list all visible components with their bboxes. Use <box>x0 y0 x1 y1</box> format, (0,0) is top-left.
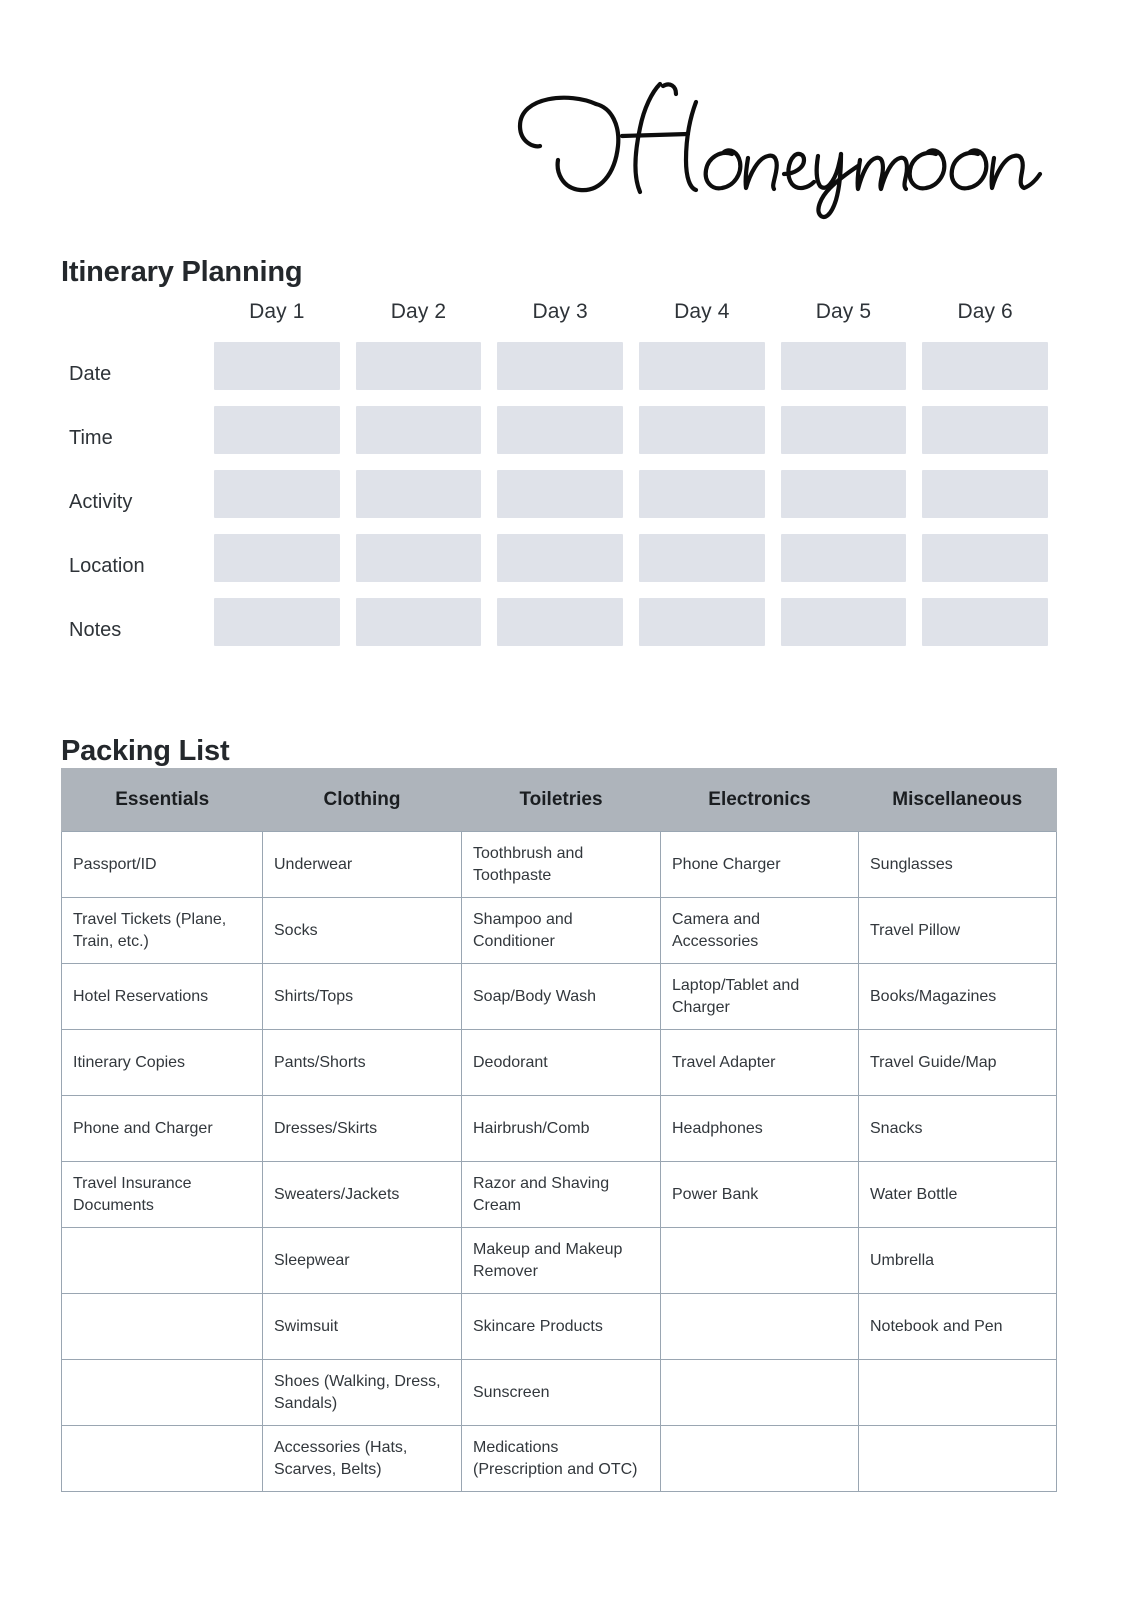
itinerary-input-box[interactable] <box>356 342 482 390</box>
itinerary-row-label: Date <box>69 362 112 385</box>
itinerary-field-cell[interactable] <box>631 406 773 470</box>
table-row <box>62 1426 1057 1492</box>
packing-list-table <box>61 768 1057 1492</box>
packing-item-cell[interactable] <box>62 1228 263 1294</box>
itinerary-field-cell[interactable] <box>914 342 1056 406</box>
itinerary-field-cell[interactable] <box>914 598 1056 662</box>
itinerary-planning-section <box>61 300 1056 662</box>
packing-item-cell[interactable]: Toothbrush and Toothpaste <box>462 832 661 898</box>
itinerary-field-cell[interactable] <box>914 534 1056 598</box>
itinerary-field-cell[interactable] <box>348 534 490 598</box>
packing-item-cell[interactable]: Power Bank <box>661 1162 859 1228</box>
packing-item-cell[interactable]: Itinerary Copies <box>62 1030 263 1096</box>
itinerary-field-cell[interactable] <box>773 406 915 470</box>
packing-item-cell[interactable]: Shampoo and Conditioner <box>462 898 661 964</box>
itinerary-planning-heading: Itinerary Planning <box>61 256 303 289</box>
packing-item-cell[interactable] <box>661 1426 859 1492</box>
packing-column-header-miscellaneous: Miscellaneous <box>859 768 1057 832</box>
itinerary-header-row <box>61 300 1056 342</box>
itinerary-row <box>61 534 1056 598</box>
itinerary-field-cell[interactable] <box>631 470 773 534</box>
itinerary-input-box[interactable] <box>497 598 623 646</box>
itinerary-input-box[interactable] <box>356 598 482 646</box>
itinerary-field-cell[interactable] <box>631 598 773 662</box>
packing-item-cell[interactable]: Deodorant <box>462 1030 661 1096</box>
packing-item-cell[interactable] <box>62 1360 263 1426</box>
packing-column-header-electronics: Electronics <box>661 768 859 832</box>
itinerary-input-box[interactable] <box>781 342 907 390</box>
itinerary-input-box[interactable] <box>922 534 1048 582</box>
packing-item-cell[interactable]: Razor and Shaving Cream <box>462 1162 661 1228</box>
itinerary-day-header: Day 6 <box>957 300 1013 323</box>
packing-item-cell[interactable]: Dresses/Skirts <box>263 1096 462 1162</box>
itinerary-field-cell[interactable] <box>914 406 1056 470</box>
itinerary-corner-cell <box>61 300 206 342</box>
itinerary-input-box[interactable] <box>639 342 765 390</box>
itinerary-input-box[interactable] <box>639 598 765 646</box>
itinerary-field-cell[interactable] <box>773 470 915 534</box>
itinerary-input-box[interactable] <box>497 470 623 518</box>
itinerary-row-label: Time <box>69 426 113 449</box>
table-row <box>62 1228 1057 1294</box>
packing-item-cell[interactable] <box>62 1294 263 1360</box>
table-row <box>62 1030 1057 1096</box>
packing-item-cell[interactable]: Makeup and Makeup Remover <box>462 1228 661 1294</box>
table-row <box>62 832 1057 898</box>
packing-item-cell[interactable]: Camera and Accessories <box>661 898 859 964</box>
packing-item-cell[interactable]: Medications (Prescription and OTC) <box>462 1426 661 1492</box>
packing-item-cell[interactable]: Notebook and Pen <box>859 1294 1057 1360</box>
packing-item-cell[interactable]: Passport/ID <box>62 832 263 898</box>
packing-item-cell[interactable]: Laptop/Tablet and Charger <box>661 964 859 1030</box>
itinerary-field-cell[interactable] <box>206 470 348 534</box>
itinerary-field-cell[interactable] <box>489 406 631 470</box>
itinerary-field-cell[interactable] <box>914 470 1056 534</box>
packing-item-cell[interactable] <box>661 1294 859 1360</box>
itinerary-field-cell[interactable] <box>348 406 490 470</box>
itinerary-field-cell[interactable] <box>773 342 915 406</box>
itinerary-input-box[interactable] <box>356 406 482 454</box>
packing-item-cell[interactable]: Accessories (Hats, Scarves, Belts) <box>263 1426 462 1492</box>
itinerary-field-cell[interactable] <box>348 470 490 534</box>
packing-item-cell[interactable]: Umbrella <box>859 1228 1057 1294</box>
table-row <box>62 898 1057 964</box>
packing-item-cell[interactable]: Phone and Charger <box>62 1096 263 1162</box>
itinerary-field-cell[interactable] <box>773 534 915 598</box>
itinerary-row <box>61 406 1056 470</box>
itinerary-row <box>61 598 1056 662</box>
table-row <box>62 1096 1057 1162</box>
itinerary-input-box[interactable] <box>356 470 482 518</box>
packing-item-cell[interactable]: Sunscreen <box>462 1360 661 1426</box>
itinerary-day-header: Day 4 <box>674 300 730 323</box>
itinerary-row-label: Activity <box>69 490 133 513</box>
packing-item-cell[interactable]: Soap/Body Wash <box>462 964 661 1030</box>
packing-item-cell[interactable]: Travel Tickets (Plane, Train, etc.) <box>62 898 263 964</box>
itinerary-field-cell[interactable] <box>206 342 348 406</box>
packing-item-cell[interactable] <box>859 1360 1057 1426</box>
itinerary-input-box[interactable] <box>922 342 1048 390</box>
itinerary-field-cell[interactable] <box>348 342 490 406</box>
itinerary-field-cell[interactable] <box>348 598 490 662</box>
itinerary-input-box[interactable] <box>639 534 765 582</box>
itinerary-input-box[interactable] <box>214 406 340 454</box>
itinerary-field-cell[interactable] <box>489 342 631 406</box>
itinerary-input-box[interactable] <box>781 534 907 582</box>
table-row <box>62 1360 1057 1426</box>
itinerary-day-header: Day 1 <box>249 300 305 323</box>
itinerary-field-cell[interactable] <box>631 342 773 406</box>
table-row <box>62 964 1057 1030</box>
document-title-script <box>500 74 1060 224</box>
packing-item-cell[interactable]: Socks <box>263 898 462 964</box>
itinerary-input-box[interactable] <box>214 342 340 390</box>
itinerary-input-box[interactable] <box>922 470 1048 518</box>
itinerary-field-cell[interactable] <box>206 406 348 470</box>
itinerary-input-box[interactable] <box>356 534 482 582</box>
itinerary-day-header: Day 3 <box>532 300 588 323</box>
itinerary-input-box[interactable] <box>214 470 340 518</box>
itinerary-row-label: Notes <box>69 618 122 641</box>
packing-item-cell[interactable]: Pants/Shorts <box>263 1030 462 1096</box>
packing-item-cell[interactable] <box>62 1426 263 1492</box>
itinerary-input-box[interactable] <box>781 406 907 454</box>
packing-item-cell[interactable]: Sunglasses <box>859 832 1057 898</box>
packing-item-cell[interactable]: Hairbrush/Comb <box>462 1096 661 1162</box>
itinerary-input-box[interactable] <box>214 534 340 582</box>
table-row <box>62 1294 1057 1360</box>
itinerary-input-box[interactable] <box>922 406 1048 454</box>
packing-item-cell[interactable]: Sleepwear <box>263 1228 462 1294</box>
packing-column-header-toiletries: Toiletries <box>462 768 661 832</box>
packing-list-section <box>61 768 1056 1492</box>
itinerary-input-box[interactable] <box>781 598 907 646</box>
packing-item-cell[interactable]: Travel Guide/Map <box>859 1030 1057 1096</box>
packing-header-row <box>62 768 1057 832</box>
packing-item-cell[interactable]: Water Bottle <box>859 1162 1057 1228</box>
packing-item-cell[interactable] <box>661 1228 859 1294</box>
itinerary-field-cell[interactable] <box>489 470 631 534</box>
itinerary-row <box>61 470 1056 534</box>
packing-item-cell[interactable]: Phone Charger <box>661 832 859 898</box>
packing-column-header-essentials: Essentials <box>62 768 263 832</box>
packing-item-cell[interactable] <box>859 1426 1057 1492</box>
itinerary-field-cell[interactable] <box>489 598 631 662</box>
itinerary-row-label: Location <box>69 554 145 577</box>
packing-item-cell[interactable]: Travel Insurance Documents <box>62 1162 263 1228</box>
packing-item-cell[interactable]: Hotel Reservations <box>62 964 263 1030</box>
packing-column-header-clothing: Clothing <box>263 768 462 832</box>
itinerary-input-box[interactable] <box>497 534 623 582</box>
itinerary-field-cell[interactable] <box>206 598 348 662</box>
packing-item-cell[interactable]: Travel Pillow <box>859 898 1057 964</box>
packing-item-cell[interactable]: Swimsuit <box>263 1294 462 1360</box>
packing-item-cell[interactable]: Underwear <box>263 832 462 898</box>
itinerary-day-header: Day 2 <box>390 300 447 323</box>
packing-item-cell[interactable]: Shoes (Walking, Dress, Sandals) <box>263 1360 462 1426</box>
itinerary-table <box>61 300 1056 662</box>
itinerary-field-cell[interactable] <box>773 598 915 662</box>
packing-item-cell[interactable]: Sweaters/Jackets <box>263 1162 462 1228</box>
itinerary-input-box[interactable] <box>214 598 340 646</box>
itinerary-input-box[interactable] <box>639 470 765 518</box>
itinerary-field-cell[interactable] <box>206 534 348 598</box>
table-row <box>62 1162 1057 1228</box>
packing-item-cell[interactable]: Skincare Products <box>462 1294 661 1360</box>
itinerary-field-cell[interactable] <box>631 534 773 598</box>
itinerary-input-box[interactable] <box>922 598 1048 646</box>
itinerary-input-box[interactable] <box>639 406 765 454</box>
itinerary-day-header: Day 5 <box>815 300 872 323</box>
itinerary-input-box[interactable] <box>497 406 623 454</box>
itinerary-field-cell[interactable] <box>489 534 631 598</box>
packing-list-heading: Packing List <box>61 735 230 768</box>
itinerary-input-box[interactable] <box>497 342 623 390</box>
packing-item-cell[interactable]: Books/Magazines <box>859 964 1057 1030</box>
packing-item-cell[interactable]: Shirts/Tops <box>263 964 462 1030</box>
itinerary-input-box[interactable] <box>781 470 907 518</box>
itinerary-row <box>61 342 1056 406</box>
packing-item-cell[interactable]: Snacks <box>859 1096 1057 1162</box>
packing-table-body <box>62 832 1057 1492</box>
packing-item-cell[interactable]: Headphones <box>661 1096 859 1162</box>
packing-item-cell[interactable]: Travel Adapter <box>661 1030 859 1096</box>
packing-item-cell[interactable] <box>661 1360 859 1426</box>
